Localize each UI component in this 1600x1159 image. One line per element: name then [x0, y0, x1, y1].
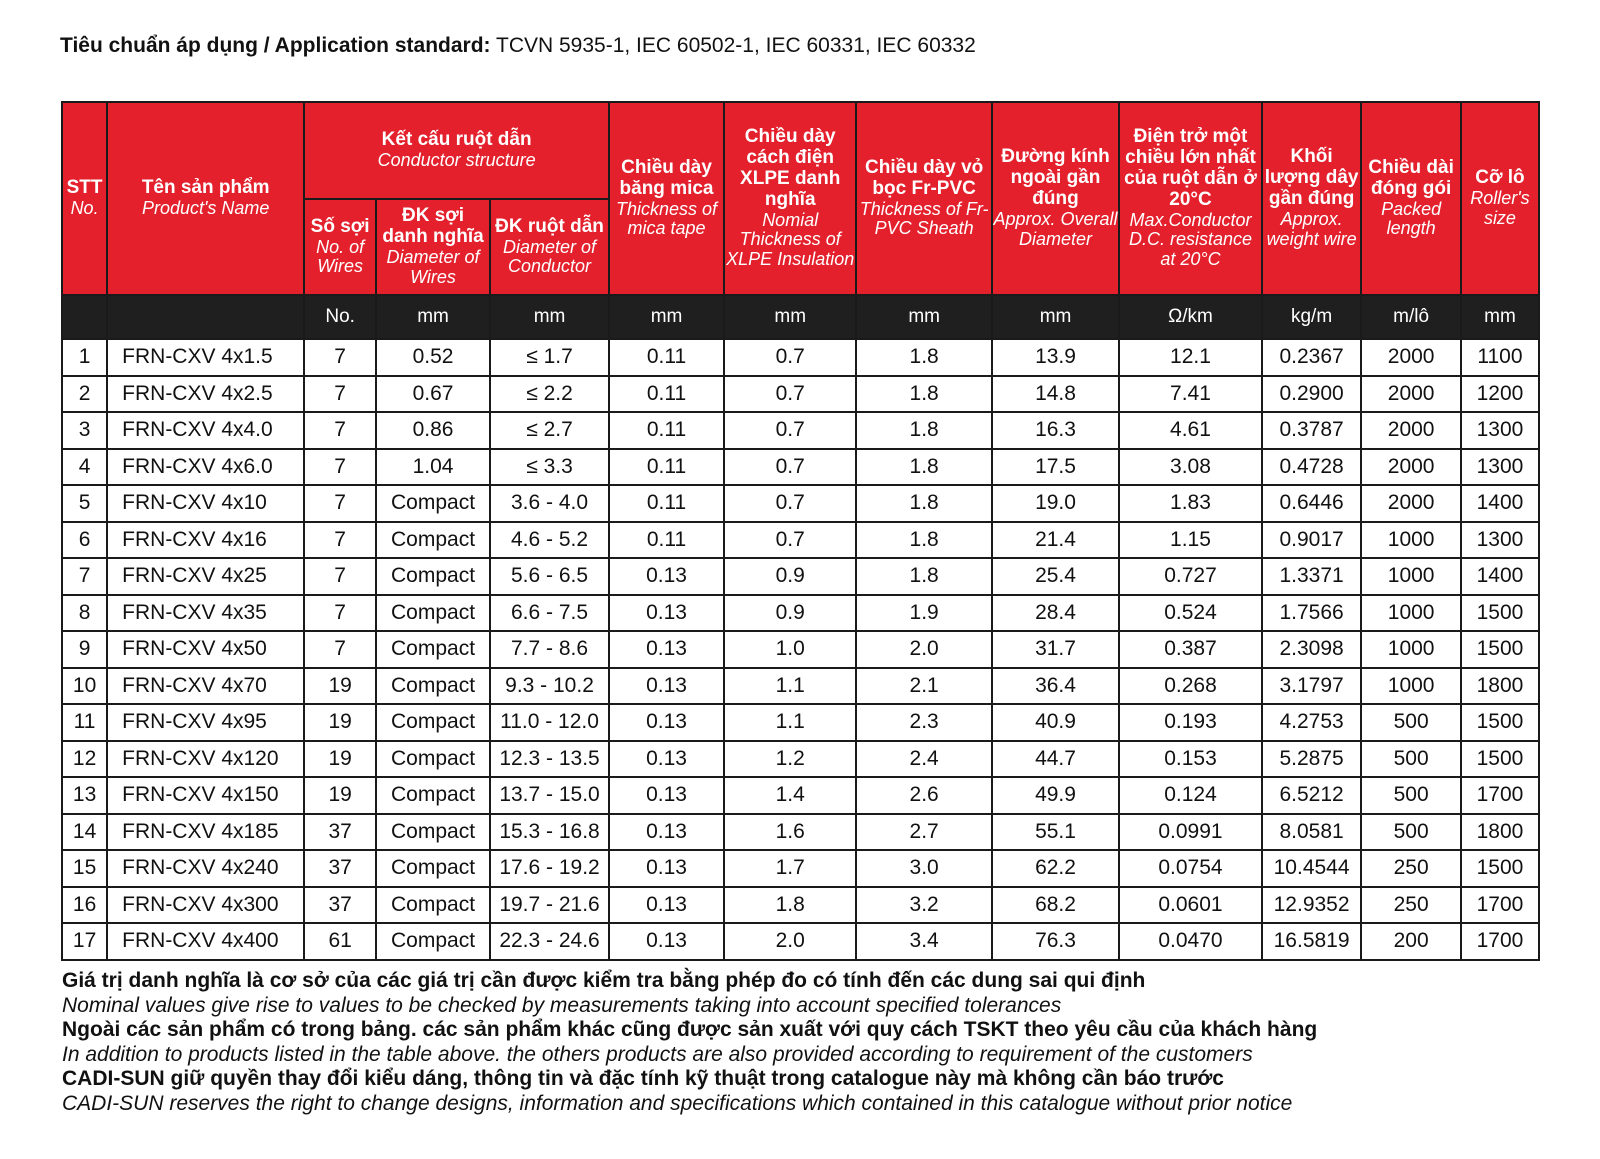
table-row	[62, 887, 1539, 924]
table-cell: 0.11	[609, 339, 724, 376]
table-cell: 2.4	[856, 741, 991, 778]
product-name-cell: FRN-CXV 4x25	[107, 558, 304, 595]
table-row	[62, 741, 1539, 778]
table-cell: 17.6 - 19.2	[490, 850, 609, 887]
table-cell: Compact	[376, 741, 490, 778]
standard-label: Tiêu chuẩn áp dụng / Application standard:	[60, 34, 491, 57]
table-row	[62, 412, 1539, 449]
table-cell: 8	[62, 595, 107, 632]
table-cell: 61	[304, 923, 376, 960]
product-name-cell: FRN-CXV 4x400	[107, 923, 304, 960]
table-cell: 0.13	[609, 704, 724, 741]
table-cell: 4	[62, 449, 107, 486]
table-cell: 1000	[1361, 522, 1461, 559]
table-cell: 0.0991	[1119, 814, 1262, 851]
table-cell: 0.11	[609, 522, 724, 559]
table-cell: 13.7 - 15.0	[490, 777, 609, 814]
table-cell: 4.2753	[1262, 704, 1362, 741]
note-en: Nominal values give rise to values to be checked by measurements taking into account specified tolerances	[62, 993, 1062, 1017]
table-cell: Compact	[376, 522, 490, 559]
note-en: CADI-SUN reserves the right to change designs, information and specifications which contained in this catalogue without prior notice	[62, 1091, 1293, 1115]
table-row	[62, 595, 1539, 632]
table-cell: 0.13	[609, 741, 724, 778]
table-cell: 11.0 - 12.0	[490, 704, 609, 741]
table-cell: 0.7	[724, 522, 856, 559]
application-standard	[60, 34, 976, 58]
table-cell: 1.7566	[1262, 595, 1362, 632]
table-cell: 7	[304, 522, 376, 559]
table-cell: 1.15	[1119, 522, 1262, 559]
product-name-cell: FRN-CXV 4x10	[107, 485, 304, 522]
table-row	[62, 777, 1539, 814]
table-cell: 22.3 - 24.6	[490, 923, 609, 960]
note-en: In addition to products listed in the table above. the others products are also provided according to requirement of the customers	[62, 1042, 1253, 1066]
table-cell: 500	[1361, 741, 1461, 778]
table-cell: 15	[62, 850, 107, 887]
note-vi: CADI-SUN giữ quyền thay đổi kiểu dáng, thông tin và đặc tính kỹ thuật trong catalogue này mà không cần báo trước	[62, 1067, 1224, 1091]
product-name-cell: FRN-CXV 4x4.0	[107, 412, 304, 449]
table-cell: 1700	[1461, 887, 1539, 924]
table-cell: 1	[62, 339, 107, 376]
table-row	[62, 522, 1539, 559]
table-cell: 19	[304, 704, 376, 741]
table-cell: 4.61	[1119, 412, 1262, 449]
unit-cell: Ω/km	[1119, 295, 1262, 339]
table-cell: 0.3787	[1262, 412, 1362, 449]
table-cell: 62.2	[992, 850, 1119, 887]
unit-cell: mm	[490, 295, 609, 339]
specification-table	[61, 101, 1540, 961]
table-cell: 0.0601	[1119, 887, 1262, 924]
table-cell: 15.3 - 16.8	[490, 814, 609, 851]
table-cell: 37	[304, 850, 376, 887]
unit-cell	[107, 295, 304, 339]
header-stt: STT No.	[62, 102, 107, 295]
unit-cell: mm	[609, 295, 724, 339]
table-cell: 1.8	[856, 485, 991, 522]
product-name-cell: FRN-CXV 4x120	[107, 741, 304, 778]
table-cell: 1500	[1461, 850, 1539, 887]
note-vi: Ngoài các sản phẩm có trong bảng. các sản phẩm khác cũng được sản xuất với quy cách TSKT theo yêu cầu của khách hàng	[62, 1018, 1318, 1042]
table-cell: 5	[62, 485, 107, 522]
table-cell: 12.3 - 13.5	[490, 741, 609, 778]
product-name-cell: FRN-CXV 4x185	[107, 814, 304, 851]
table-cell: 0.52	[376, 339, 490, 376]
table-cell: 0.193	[1119, 704, 1262, 741]
product-name-cell: FRN-CXV 4x2.5	[107, 376, 304, 413]
header-weight: Khối lượng dây gần đúng Approx. weight wire	[1262, 102, 1362, 295]
table-cell: 19	[304, 777, 376, 814]
table-cell: 16.5819	[1262, 923, 1362, 960]
header-overall-diameter: Đường kính ngoài gần đúng Approx. Overall Diameter	[992, 102, 1119, 295]
table-cell: 7	[304, 631, 376, 668]
table-cell: 1.8	[856, 522, 991, 559]
table-cell: ≤ 1.7	[490, 339, 609, 376]
table-cell: 9.3 - 10.2	[490, 668, 609, 705]
table-cell: 3.08	[1119, 449, 1262, 486]
table-cell: 25.4	[992, 558, 1119, 595]
table-cell: 37	[304, 887, 376, 924]
table-cell: 7	[62, 558, 107, 595]
table-row	[62, 850, 1539, 887]
table-cell: 2000	[1361, 412, 1461, 449]
table-cell: 17.5	[992, 449, 1119, 486]
table-cell: 2.3098	[1262, 631, 1362, 668]
table-cell: 1300	[1461, 412, 1539, 449]
header-xlpe-thickness: Chiều dày cách điện XLPE danh nghĩa Nomial Thickness of XLPE Insulation	[724, 102, 856, 295]
product-name-cell: FRN-CXV 4x95	[107, 704, 304, 741]
table-cell: 2000	[1361, 376, 1461, 413]
table-cell: 1.8	[856, 412, 991, 449]
header-product-name: Tên sản phẩm Product's Name	[107, 102, 304, 295]
table-cell: 16.3	[992, 412, 1119, 449]
table-cell: ≤ 2.7	[490, 412, 609, 449]
table-cell: 500	[1361, 704, 1461, 741]
table-cell: 7	[304, 449, 376, 486]
table-cell: 1.4	[724, 777, 856, 814]
table-row	[62, 449, 1539, 486]
table-cell: 0.7	[724, 485, 856, 522]
table-cell: 3.4	[856, 923, 991, 960]
table-cell: 1.8	[856, 376, 991, 413]
table-cell: Compact	[376, 923, 490, 960]
table-cell: 7	[304, 339, 376, 376]
product-name-cell: FRN-CXV 4x16	[107, 522, 304, 559]
table-cell: Compact	[376, 850, 490, 887]
table-cell: 7	[304, 558, 376, 595]
table-cell: 9	[62, 631, 107, 668]
table-cell: Compact	[376, 485, 490, 522]
table-cell: 0.67	[376, 376, 490, 413]
unit-cell: mm	[992, 295, 1119, 339]
table-row	[62, 704, 1539, 741]
table-cell: 12	[62, 741, 107, 778]
table-cell: 7	[304, 376, 376, 413]
table-cell: Compact	[376, 814, 490, 851]
table-cell: 7	[304, 412, 376, 449]
table-cell: 10.4544	[1262, 850, 1362, 887]
table-cell: 1000	[1361, 558, 1461, 595]
table-cell: 36.4	[992, 668, 1119, 705]
table-cell: Compact	[376, 777, 490, 814]
table-cell: 0.124	[1119, 777, 1262, 814]
header-roller-size: Cỡ lô Roller's size	[1461, 102, 1539, 295]
table-cell: Compact	[376, 631, 490, 668]
table-row	[62, 668, 1539, 705]
table-cell: 3.2	[856, 887, 991, 924]
table-cell: 250	[1361, 887, 1461, 924]
table-cell: 1200	[1461, 376, 1539, 413]
table-cell: 0.6446	[1262, 485, 1362, 522]
table-cell: 0.11	[609, 485, 724, 522]
table-cell: 1800	[1461, 814, 1539, 851]
table-cell: 0.153	[1119, 741, 1262, 778]
table-cell: 0.13	[609, 668, 724, 705]
table-cell: 0.7	[724, 449, 856, 486]
table-cell: 68.2	[992, 887, 1119, 924]
table-cell: 40.9	[992, 704, 1119, 741]
table-row	[62, 339, 1539, 376]
table-cell: 1.6	[724, 814, 856, 851]
table-cell: 0.13	[609, 887, 724, 924]
table-cell: 0.727	[1119, 558, 1262, 595]
header-wires: Số sợi No. of Wires	[304, 199, 376, 295]
table-cell: 0.9	[724, 558, 856, 595]
table-cell: 500	[1361, 814, 1461, 851]
table-cell: 8.0581	[1262, 814, 1362, 851]
table-cell: 3	[62, 412, 107, 449]
unit-cell: m/lô	[1361, 295, 1461, 339]
table-cell: 0.13	[609, 814, 724, 851]
table-cell: 1800	[1461, 668, 1539, 705]
table-cell: 0.11	[609, 412, 724, 449]
table-cell: 1.8	[856, 449, 991, 486]
table-cell: 0.86	[376, 412, 490, 449]
table-cell: 55.1	[992, 814, 1119, 851]
table-cell: 0.13	[609, 777, 724, 814]
unit-cell: mm	[724, 295, 856, 339]
table-cell: 1.8	[856, 558, 991, 595]
units-row	[62, 295, 1539, 339]
product-name-cell: FRN-CXV 4x35	[107, 595, 304, 632]
table-cell: 0.0470	[1119, 923, 1262, 960]
table-cell: 28.4	[992, 595, 1119, 632]
table-cell: 1100	[1461, 339, 1539, 376]
table-cell: 1700	[1461, 777, 1539, 814]
unit-cell: mm	[856, 295, 991, 339]
table-cell: 1.0	[724, 631, 856, 668]
table-cell: 0.13	[609, 631, 724, 668]
table-cell: 0.13	[609, 558, 724, 595]
table-cell: 1400	[1461, 485, 1539, 522]
table-cell: 16	[62, 887, 107, 924]
table-cell: ≤ 2.2	[490, 376, 609, 413]
table-cell: Compact	[376, 595, 490, 632]
table-cell: 0.2367	[1262, 339, 1362, 376]
table-cell: 5.2875	[1262, 741, 1362, 778]
table-cell: 1400	[1461, 558, 1539, 595]
table-cell: 76.3	[992, 923, 1119, 960]
product-name-cell: FRN-CXV 4x70	[107, 668, 304, 705]
product-name-cell: FRN-CXV 4x150	[107, 777, 304, 814]
product-name-cell: FRN-CXV 4x1.5	[107, 339, 304, 376]
table-cell: 37	[304, 814, 376, 851]
table-cell: 14.8	[992, 376, 1119, 413]
table-cell: 0.11	[609, 449, 724, 486]
table-cell: 0.13	[609, 850, 724, 887]
table-cell: 0.13	[609, 595, 724, 632]
table-cell: 6.5212	[1262, 777, 1362, 814]
table-row	[62, 631, 1539, 668]
table-cell: 14	[62, 814, 107, 851]
table-cell: 4.6 - 5.2	[490, 522, 609, 559]
table-cell: 0.11	[609, 376, 724, 413]
standard-value: TCVN 5935-1, IEC 60502-1, IEC 60331, IEC 60332	[496, 34, 976, 57]
table-cell: 0.0754	[1119, 850, 1262, 887]
table-cell: 500	[1361, 777, 1461, 814]
table-cell: 0.7	[724, 339, 856, 376]
table-row	[62, 485, 1539, 522]
table-cell: 17	[62, 923, 107, 960]
table-cell: 2000	[1361, 339, 1461, 376]
table-cell: 13.9	[992, 339, 1119, 376]
header-resistance: Điện trở một chiều lớn nhất của ruột dẫn ở 20°C Max.Conductor D.C. resistance at 20°C	[1119, 102, 1262, 295]
header-wire-diameter: ĐK sợi danh nghĩa Diameter of Wires	[376, 199, 490, 295]
table-cell: 2000	[1361, 449, 1461, 486]
table-cell: 6	[62, 522, 107, 559]
table-cell: 2.7	[856, 814, 991, 851]
table-cell: 3.1797	[1262, 668, 1362, 705]
unit-cell	[62, 295, 107, 339]
table-cell: 1.9	[856, 595, 991, 632]
table-cell: 3.0	[856, 850, 991, 887]
footnotes	[62, 969, 1317, 1117]
table-cell: 6.6 - 7.5	[490, 595, 609, 632]
table-cell: 0.4728	[1262, 449, 1362, 486]
table-cell: 0.9017	[1262, 522, 1362, 559]
table-cell: 1.2	[724, 741, 856, 778]
product-name-cell: FRN-CXV 4x50	[107, 631, 304, 668]
table-cell: Compact	[376, 558, 490, 595]
header-sheath-thickness: Chiều dày vỏ bọc Fr-PVC Thickness of Fr-PVC Sheath	[856, 102, 991, 295]
table-cell: 0.7	[724, 412, 856, 449]
table-cell: 7	[304, 485, 376, 522]
table-cell: 7.41	[1119, 376, 1262, 413]
table-cell: 2	[62, 376, 107, 413]
header-conductor-structure: Kết cấu ruột dẫn Conductor structure	[304, 102, 609, 199]
table-cell: 1.1	[724, 704, 856, 741]
table-cell: 19	[304, 668, 376, 705]
table-cell: 1.04	[376, 449, 490, 486]
table-cell: 1.8	[856, 339, 991, 376]
table-cell: 1500	[1461, 595, 1539, 632]
table-cell: 12.9352	[1262, 887, 1362, 924]
table-cell: 0.7	[724, 376, 856, 413]
table-cell: 1.7	[724, 850, 856, 887]
table-cell: 21.4	[992, 522, 1119, 559]
table-cell: 10	[62, 668, 107, 705]
product-name-cell: FRN-CXV 4x6.0	[107, 449, 304, 486]
unit-cell: mm	[376, 295, 490, 339]
table-cell: ≤ 3.3	[490, 449, 609, 486]
table-cell: 0.524	[1119, 595, 1262, 632]
table-cell: 2.1	[856, 668, 991, 705]
table-cell: 2.0	[856, 631, 991, 668]
header-mica-thickness: Chiều dày băng mica Thickness of mica tape	[609, 102, 724, 295]
table-cell: 11	[62, 704, 107, 741]
table-cell: 1300	[1461, 449, 1539, 486]
table-cell: 13	[62, 777, 107, 814]
table-cell: 200	[1361, 923, 1461, 960]
table-cell: 0.9	[724, 595, 856, 632]
table-cell: 1500	[1461, 741, 1539, 778]
table-cell: 0.387	[1119, 631, 1262, 668]
table-cell: 0.268	[1119, 668, 1262, 705]
table-row	[62, 923, 1539, 960]
table-cell: 5.6 - 6.5	[490, 558, 609, 595]
note-vi: Giá trị danh nghĩa là cơ sở của các giá trị cần được kiểm tra bằng phép đo có tính đến các dung sai qui định	[62, 969, 1146, 992]
table-cell: 12.1	[1119, 339, 1262, 376]
table-row	[62, 376, 1539, 413]
table-cell: 19	[304, 741, 376, 778]
unit-cell: mm	[1461, 295, 1539, 339]
table-cell: 2000	[1361, 485, 1461, 522]
table-cell: 31.7	[992, 631, 1119, 668]
table-cell: 1.3371	[1262, 558, 1362, 595]
table-cell: 1300	[1461, 522, 1539, 559]
table-cell: 7	[304, 595, 376, 632]
table-cell: 19.0	[992, 485, 1119, 522]
table-cell: 3.6 - 4.0	[490, 485, 609, 522]
table-cell: 250	[1361, 850, 1461, 887]
table-cell: 49.9	[992, 777, 1119, 814]
table-row	[62, 558, 1539, 595]
table-cell: 1000	[1361, 668, 1461, 705]
table-cell: 2.6	[856, 777, 991, 814]
table-cell: 1.8	[724, 887, 856, 924]
table-cell: 2.0	[724, 923, 856, 960]
table-cell: 7.7 - 8.6	[490, 631, 609, 668]
table-cell: 1700	[1461, 923, 1539, 960]
product-name-cell: FRN-CXV 4x300	[107, 887, 304, 924]
header-conductor-diameter: ĐK ruột dẫn Diameter of Conductor	[490, 199, 609, 295]
table-cell: 44.7	[992, 741, 1119, 778]
table-cell: Compact	[376, 887, 490, 924]
table-cell: 0.13	[609, 923, 724, 960]
table-cell: 1000	[1361, 631, 1461, 668]
table-cell: 1000	[1361, 595, 1461, 632]
table-cell: 0.2900	[1262, 376, 1362, 413]
table-cell: 2.3	[856, 704, 991, 741]
table-cell: 1.83	[1119, 485, 1262, 522]
table-cell: 1500	[1461, 704, 1539, 741]
table-cell: Compact	[376, 668, 490, 705]
unit-cell: kg/m	[1262, 295, 1362, 339]
unit-cell: No.	[304, 295, 376, 339]
table-row	[62, 814, 1539, 851]
table-cell: 19.7 - 21.6	[490, 887, 609, 924]
product-name-cell: FRN-CXV 4x240	[107, 850, 304, 887]
table-cell: 1500	[1461, 631, 1539, 668]
table-cell: Compact	[376, 704, 490, 741]
header-packed-length: Chiều dài đóng gói Packed length	[1361, 102, 1461, 295]
table-cell: 1.1	[724, 668, 856, 705]
